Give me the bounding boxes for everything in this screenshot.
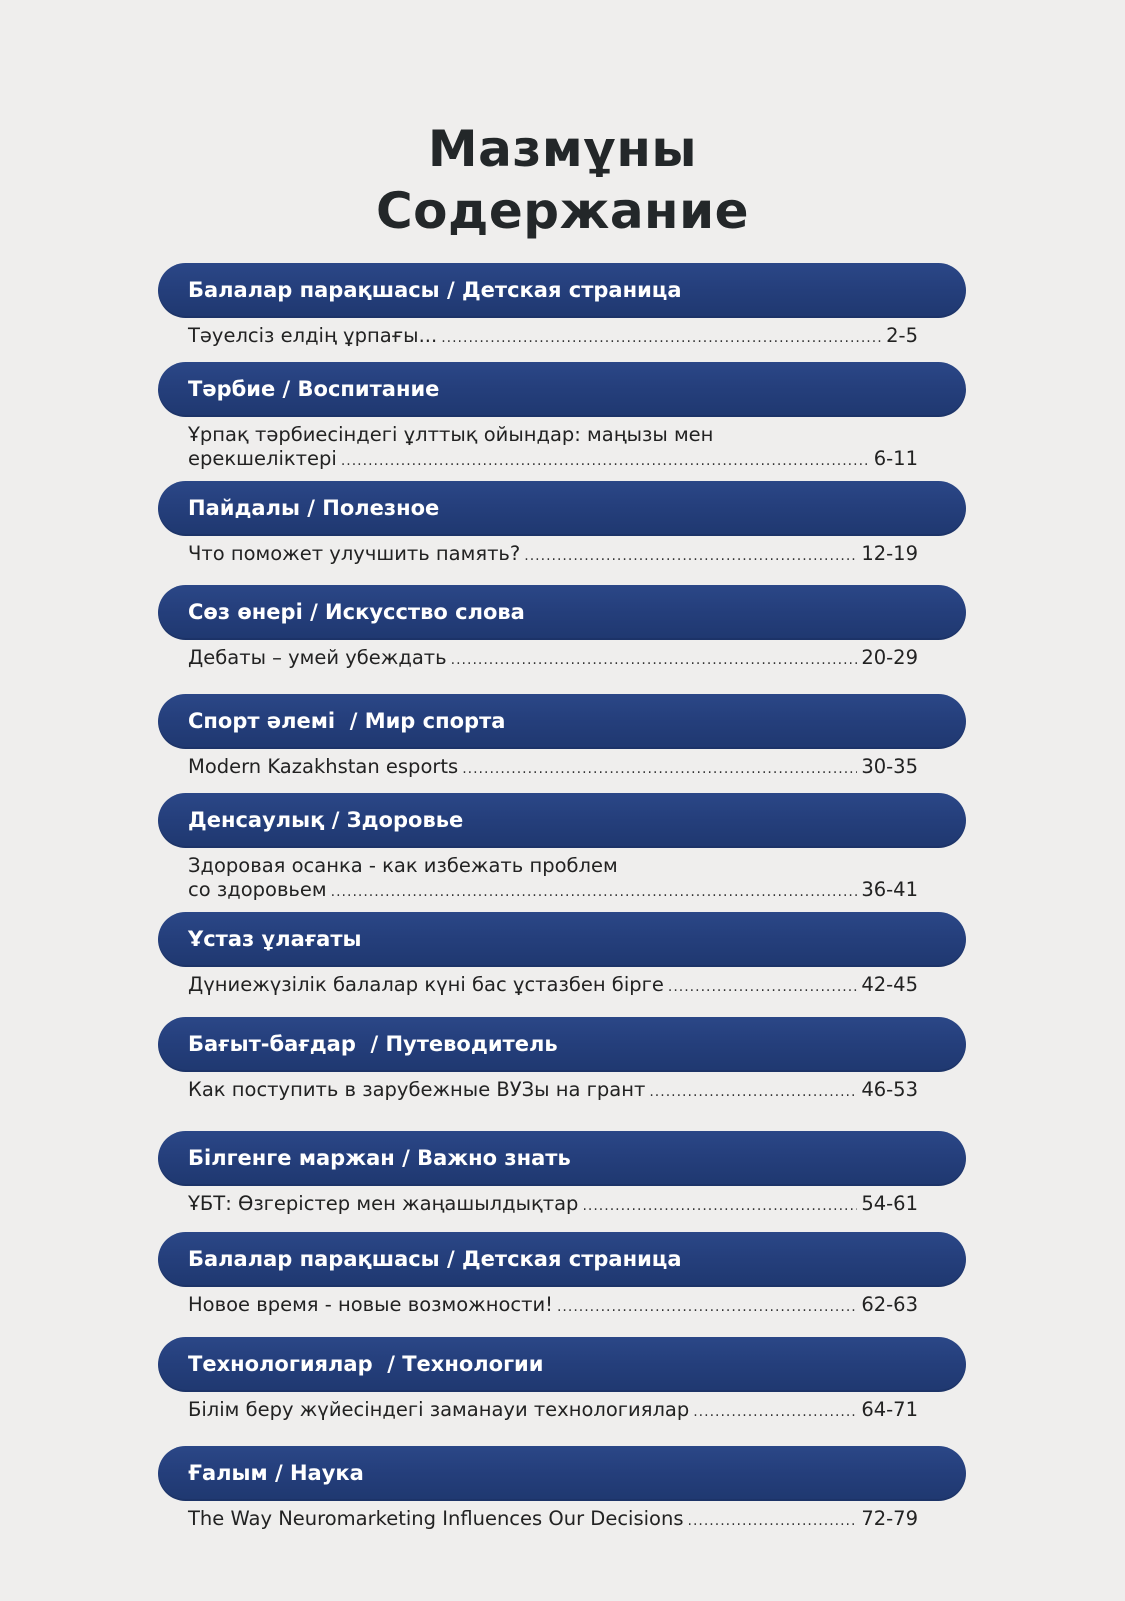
dot-leader [557,1295,857,1319]
toc-entry[interactable] [188,324,918,350]
page-title [0,118,1125,242]
toc-section-health [158,793,966,904]
dot-leader [331,880,858,904]
entry-title: Білім беру жүйесіндегі заманауи технологиялар [188,1398,690,1421]
entry-pages: 12-19 [861,542,918,565]
toc-entry[interactable] [188,1293,918,1319]
section-header: Ұстаз ұлағаты [158,912,966,967]
entry-title: Дебаты – умей убеждать [188,646,447,669]
entry-pages: 46-53 [861,1078,918,1101]
entry-title: Дүниежүзілік балалар күні бас ұстазбен бірге [188,973,664,996]
toc-section-teacher [158,912,966,999]
entry-title: ерекшеліктері [188,447,337,470]
entry-pages: 2-5 [886,324,918,347]
entry-title: The Way Neuromarketing Influences Our Decisions [188,1507,684,1530]
entry-pages: 64-71 [861,1398,918,1421]
toc-entry[interactable] [188,973,918,999]
toc-entry[interactable] [188,854,918,904]
section-header: Технологиялар / Технологии [158,1337,966,1392]
toc-entry[interactable] [188,1398,918,1424]
section-header: Балалар парақшасы / Детская страница [158,1232,966,1287]
section-header: Бағыт-бағдар / Путеводитель [158,1017,966,1072]
entry-title: Что поможет улучшить память? [188,542,521,565]
dot-leader [688,1509,858,1533]
entry-title: со здоровьем [188,878,327,901]
toc-section-guide [158,1017,966,1104]
section-header: Ғалым / Наука [158,1446,966,1501]
entry-title: Modern Kazakhstan esports [188,755,459,778]
toc-entry[interactable] [188,755,918,781]
entry-title-line1: Ұрпақ тәрбиесіндегі ұлттық ойындар: маңызы мен [188,423,714,446]
toc-section-childrens-page [158,263,966,350]
toc-section-useful [158,481,966,568]
entry-pages: 20-29 [861,646,918,669]
title-russian: Содержание [375,182,750,240]
entry-pages: 54-61 [861,1192,918,1215]
toc-section-technology [158,1337,966,1424]
dot-leader [693,1400,857,1424]
toc-section-sport [158,694,966,781]
section-header: Балалар парақшасы / Детская страница [158,263,966,318]
section-header: Пайдалы / Полезное [158,481,966,536]
toc-entry[interactable] [188,423,918,473]
toc-entry[interactable] [188,542,918,568]
dot-leader [451,648,858,672]
toc-entry[interactable] [188,1507,918,1533]
entry-pages: 30-35 [861,755,918,778]
section-header: Спорт әлемі / Мир спорта [158,694,966,749]
dot-leader [462,757,857,781]
toc-section-important [158,1131,966,1218]
entry-title: ҰБТ: Өзгерістер мен жаңашылдықтар [188,1192,579,1215]
toc-section-upbringing [158,362,966,473]
entry-pages: 42-45 [861,973,918,996]
toc-section-art-of-word [158,585,966,672]
dot-leader [582,1194,857,1218]
section-header: Білгенге маржан / Важно знать [158,1131,966,1186]
title-kazakh: Мазмұны [427,120,698,178]
dot-leader [649,1080,857,1104]
toc-entry[interactable] [188,1078,918,1104]
entry-pages: 72-79 [861,1507,918,1530]
dot-leader [341,449,870,473]
dot-leader [524,544,857,568]
entry-pages: 62-63 [861,1293,918,1316]
entry-pages: 6-11 [873,447,918,470]
dot-leader [668,975,857,999]
section-header: Тәрбие / Воспитание [158,362,966,417]
entry-title: Как поступить в зарубежные ВУЗы на грант [188,1078,646,1101]
entry-pages: 36-41 [861,878,918,901]
entry-title-line1: Здоровая осанка - как избежать проблем [188,854,618,877]
section-header: Сөз өнері / Искусство слова [158,585,966,640]
toc-section-childrens-page-2 [158,1232,966,1319]
section-header: Денсаулық / Здоровье [158,793,966,848]
toc-entry[interactable] [188,1192,918,1218]
dot-leader [441,326,882,350]
toc-section-science [158,1446,966,1533]
entry-title: Новое время - новые возможности! [188,1293,553,1316]
entry-title: Тәуелсіз елдің ұрпағы... [188,324,438,347]
toc-entry[interactable] [188,646,918,672]
